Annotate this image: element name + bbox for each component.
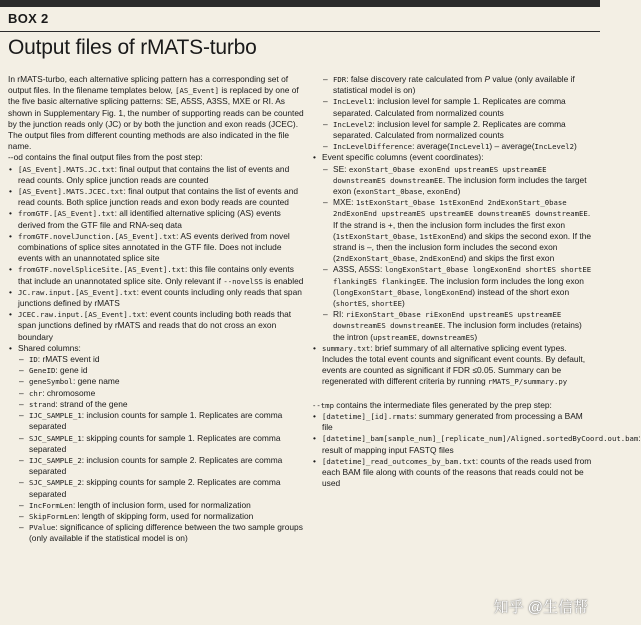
code-span: fromGTF.novelJunction.[AS_Event].txt bbox=[18, 231, 177, 241]
column-item: – IncLevel1: inclusion level for sample 1. Replicates are comma separated. Calculated from normalized counts bbox=[322, 96, 594, 118]
code-span: --tmp bbox=[312, 400, 334, 410]
code-span: longExonStart_0base longExonEnd shortES shortEE flankingES flankingEE bbox=[333, 265, 592, 286]
code-span: riExonStart_0base riExonEnd upstreamES upstreamEE downstreamES downstreamEE bbox=[333, 310, 562, 331]
column-item: – SJC_SAMPLE_1: skipping counts for sample 1. Replicates are comma separated bbox=[18, 433, 304, 455]
column-item: – strand: strand of the gene bbox=[18, 399, 304, 410]
od-item: • fromGTF.novelJunction.[AS_Event].txt: AS events derived from novel combinations of splice sites annotated in the GTF file. Does not include events with an unannotated splice site bbox=[8, 231, 304, 265]
column-item: – IncFormLen: length of inclusion form, used for normalization bbox=[18, 500, 304, 511]
column-item: – FDR: false discovery rate calculated from P value (only available if statistical model is on) bbox=[322, 74, 594, 96]
od-item: • fromGTF.novelSpliceSite.[AS_Event].txt: this file contains only events that include an unannotated splice site. Only relevant if --novelSS is enabled bbox=[8, 264, 304, 286]
code-span: --novelSS bbox=[223, 276, 263, 286]
tmp-item: • [datetime]_bam[sample_num]_[replicate_num]/Aligned.sortedByCoord.out.bam: result of mapping input FASTQ files bbox=[312, 433, 594, 455]
od-item: • JCEC.raw.input.[AS_Event].txt: event counts including both reads that span junctions defined by rMATS and reads that do not cross an exon boundary bbox=[8, 309, 304, 343]
code-span: IncLevel1 bbox=[333, 97, 373, 107]
code-span: 2ndExonStart_0base bbox=[335, 254, 415, 264]
column-item: – SkipFormLen: length of skipping form, used for normalization bbox=[18, 511, 304, 522]
right-column bbox=[312, 74, 641, 489]
code-span: 1stExonStart_0base 1stExonEnd 2ndExonStart_0base 2ndExonEnd upstreamES upstreamEE downstreamES downstreamEE bbox=[333, 198, 588, 219]
event-column-item: – A3SS, A5SS: longExonStart_0base longExonEnd shortES shortEE flankingES flankingEE. The inclusion form includes the long exon (longExonStart_0base, longExonEnd) instead of the short exon (shortES, shortEE) bbox=[322, 264, 594, 309]
od-item: • [AS_Event].MATS.JC.txt: final output that contains the list of events and read counts. Only splice junction reads are counted bbox=[8, 164, 304, 186]
code-span: JC.raw.input.[AS_Event].txt bbox=[18, 287, 137, 297]
code-span: IJC_SAMPLE_2 bbox=[29, 455, 82, 465]
column-item: – ID: rMATS event id bbox=[18, 354, 304, 365]
code-span: fromGTF.[AS_Event].txt bbox=[18, 209, 115, 219]
column-item: – SJC_SAMPLE_2: skipping counts for sample 2. Replicates are comma separated bbox=[18, 477, 304, 499]
code-span: [datetime]_bam[sample_num]_[replicate_num]/Aligned.sortedByCoord.out.bam bbox=[322, 434, 639, 444]
italic-span: P bbox=[484, 74, 491, 84]
od-output-list bbox=[8, 164, 304, 545]
box-label: BOX 2 bbox=[8, 11, 49, 26]
code-span: IncFormLen bbox=[29, 500, 73, 510]
code-span: exonStart_0base exonEnd upstreamES upstreamEE downstreamES downstreamEE bbox=[333, 164, 547, 185]
code-span: longExonEnd bbox=[423, 287, 473, 297]
event-column-item: – RI: riExonStart_0base riExonEnd upstreamES upstreamEE downstreamES downstreamEE. The inclusion form includes (retains) the intron (upstreamEE, downstreamES) bbox=[322, 309, 594, 343]
intro-paragraph: In rMATS-turbo, each alternative splicing pattern has a corresponding set of output files. In the filename templates below, [AS_Event] is replaced by one of the five basic alternative splicing patterns: SE, A5SS, A3SS, MXE or RI. As shown in Supplementary Fig. 1, the number of supporting reads can be counted by the junction reads only (JC) or by both the junction and exon reads (JCEC). The output files from different counting methods are also indicated in the file name. bbox=[8, 74, 304, 152]
code-span: geneSymbol bbox=[29, 377, 73, 387]
code-span: [AS_Event].MATS.JC.txt bbox=[18, 164, 115, 174]
code-span: upstreamEE bbox=[373, 332, 417, 342]
code-span: strand bbox=[29, 399, 56, 409]
code-span: 1stExonEnd bbox=[419, 231, 464, 241]
code-span: PValue bbox=[29, 523, 56, 533]
code-span: exonStart_0base bbox=[356, 187, 423, 197]
code-span: longExonStart_0base bbox=[335, 287, 420, 297]
column-item: – geneSymbol: gene name bbox=[18, 376, 304, 387]
code-span: ID bbox=[29, 355, 38, 365]
left-column bbox=[8, 74, 304, 545]
od-item: • [AS_Event].MATS.JCEC.txt: final output that contains the list of events and read counts. Both splice junction reads and exon body reads are counted bbox=[8, 186, 304, 208]
column-item: – chr: chromosome bbox=[18, 388, 304, 399]
code-span: [datetime]_[id].rmats bbox=[322, 411, 415, 421]
code-span: JCEC.raw.input.[AS_Event].txt bbox=[18, 310, 146, 320]
column-item: – IJC_SAMPLE_1: inclusion counts for sample 1. Replicates are comma separated bbox=[18, 410, 304, 432]
summary-item: • summary.txt: brief summary of all alternative splicing event types. Includes the total event counts and significant event counts. By default, events are counted as significant if FDR ≤0.05. Summary can be regenerated with different criteria by running rMATS_P/summary.py bbox=[312, 343, 594, 388]
event-column-item: – SE: exonStart_0base exonEnd upstreamES upstreamEE downstreamES downstreamEE. The inclusion form includes the target exon (exonStart_0base, exonEnd) bbox=[322, 164, 594, 198]
shared-columns-list-cont bbox=[312, 74, 594, 152]
code-span: IncLevel2 bbox=[333, 119, 373, 129]
top-bar bbox=[0, 0, 600, 7]
code-span: [AS_Event] bbox=[175, 86, 220, 96]
event-columns-label: Event specific columns (event coordinates): bbox=[322, 152, 484, 163]
code-span: IncLevel2 bbox=[534, 142, 575, 152]
code-span: shortES bbox=[335, 299, 367, 309]
code-span: shortEE bbox=[371, 299, 402, 309]
code-span: IncLevelDifference bbox=[333, 142, 413, 152]
column-item: – GeneID: gene id bbox=[18, 365, 304, 376]
od-intro: --od contains the final output files from the post step: bbox=[8, 152, 203, 163]
column-item: – IJC_SAMPLE_2: inclusion counts for sample 2. Replicates are comma separated bbox=[18, 455, 304, 477]
code-span: [AS_Event].MATS.JCEC.txt bbox=[18, 187, 124, 197]
event-columns-item bbox=[312, 152, 594, 342]
page-title: Output files of rMATS-turbo bbox=[8, 36, 257, 59]
shared-columns-list bbox=[18, 354, 304, 544]
code-span: chr bbox=[29, 388, 43, 398]
code-span: summary.txt bbox=[322, 343, 371, 353]
column-item: – IncLevelDifference: average(IncLevel1) – average(IncLevel2) bbox=[322, 141, 594, 152]
code-span: fromGTF.novelSpliceSite.[AS_Event].txt bbox=[18, 265, 185, 275]
column-item: – PValue: significance of splicing difference between the two sample groups (only available if the statistical model is on) bbox=[18, 522, 304, 544]
od-item: • JC.raw.input.[AS_Event].txt: event counts including only reads that span junctions defined by rMATS bbox=[8, 287, 304, 309]
tmp-item: • [datetime]_[id].rmats: summary generated from processing a BAM file bbox=[312, 411, 594, 433]
code-span: exonEnd bbox=[426, 187, 458, 197]
tmp-list bbox=[312, 410, 641, 489]
code-span: 1stExonStart_0base bbox=[335, 231, 415, 241]
code-span: SkipFormLen bbox=[29, 511, 78, 521]
code-span: SJC_SAMPLE_1 bbox=[29, 433, 82, 443]
code-span: SJC_SAMPLE_2 bbox=[29, 478, 82, 488]
code-span: IncLevel1 bbox=[449, 142, 490, 152]
code-span: downstreamES bbox=[421, 332, 475, 342]
event-list bbox=[312, 152, 594, 387]
od-item: • fromGTF.[AS_Event].txt: all identified alternative splicing (AS) events derived from the GTF file and RNA-seq data bbox=[8, 208, 304, 230]
code-span: FDR bbox=[333, 75, 347, 84]
column-item: – IncLevel2: inclusion level for sample 2. Replicates are comma separated. Calculated from normalized counts bbox=[322, 119, 594, 141]
event-column-item: – MXE: 1stExonStart_0base 1stExonEnd 2ndExonStart_0base 2ndExonEnd upstreamES upstreamEE downstreamES downstreamEE. If the strand is +, then the inclusion form includes the first exon (1stExonStart_0base, 1stExonEnd) and skips the second exon. If the strand is –, then the inclusion form includes the second exon (2ndExonStart_0base, 2ndExonEnd) and skips the first exon bbox=[322, 197, 594, 264]
tmp-item: • [datetime]_read_outcomes_by_bam.txt: counts of the reads used from each BAM file along with counts of the reasons that reads could not be used bbox=[312, 456, 594, 490]
watermark: 知乎 @生信帮 bbox=[493, 599, 588, 616]
code-span: [datetime]_read_outcomes_by_bam.txt bbox=[322, 456, 476, 466]
shared-columns-item bbox=[8, 343, 304, 545]
header-rule bbox=[0, 31, 600, 32]
tmp-intro: --tmp contains the intermediate files generated by the prep step: bbox=[312, 399, 552, 410]
event-columns-list bbox=[322, 164, 594, 343]
code-span: GeneID bbox=[29, 366, 56, 376]
code-span: 2ndExonEnd bbox=[419, 254, 464, 264]
shared-columns-label: Shared columns: bbox=[18, 342, 81, 353]
code-span: rMATS_P/summary.py bbox=[488, 377, 568, 387]
code-span: IJC_SAMPLE_1 bbox=[29, 411, 82, 421]
